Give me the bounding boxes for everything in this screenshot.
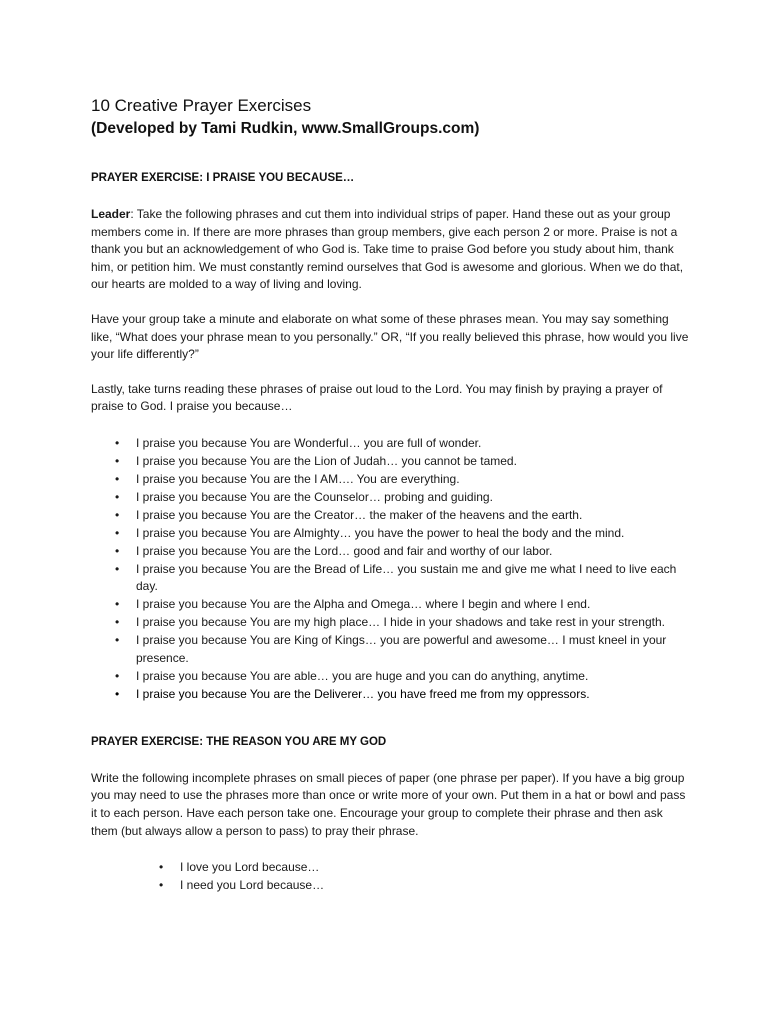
list-item-text: I praise you because You are Wonderful… you are full of wonder. [136, 435, 482, 450]
list-item-text: I praise you because You are able… you are huge and you can do anything, anytime. [136, 668, 589, 683]
bullet-icon: • [159, 860, 164, 875]
list-item [91, 596, 691, 613]
list-item-text: I praise you because You are the Creator… the maker of the heavens and the earth. [136, 507, 583, 522]
bullet-icon: • [115, 561, 120, 576]
bullet-icon: • [115, 633, 120, 648]
elaborate-paragraph: Have your group take a minute and elaborate on what some of these phrases mean. You may say something like, “What does your phrase mean to you personally.” OR, “If you really believed this phrase, how would you live your life differently?” [91, 311, 689, 362]
leader-text: : Take the following phrases and cut them into individual strips of paper. Hand these out as your group members come in. If there are more phrases than group members, give each person 2 or more. Praise is not a thank you but an acknowledgement of who God is. Take time to praise God before you study about him, thank him, or petition him. We must constantly remind ourselves that God is awesome and glorious. When we do that, our hearts are molded to a way of living and loving. [91, 207, 684, 292]
list-item [91, 543, 691, 560]
list-item-text: I praise you because You are the Lord… good and fair and worthy of our labor. [136, 543, 553, 558]
list-item-text: I praise you because You are King of Kings… you are powerful and awesome… I must kneel in your presence. [136, 633, 667, 665]
list-item [91, 507, 691, 524]
bullet-icon: • [115, 615, 120, 630]
list-item [91, 877, 691, 894]
list-item [91, 561, 691, 596]
list-item-text: I praise you because You are Almighty… you have the power to heal the body and the mind. [136, 525, 625, 540]
list-item-text: I praise you because You are the Lion of Judah… you cannot be tamed. [136, 453, 517, 468]
list-item [91, 525, 691, 542]
list-item-text: I praise you because You are the Deliverer… you have freed me from my oppressors. [136, 686, 590, 701]
list-item [91, 614, 691, 631]
leader-paragraph [91, 206, 691, 294]
reason-list [91, 859, 691, 894]
document-subtitle: (Developed by Tami Rudkin, www.SmallGroups.com) [91, 120, 480, 137]
leader-label: Leader [91, 207, 131, 221]
list-item [91, 632, 691, 667]
bullet-icon: • [115, 489, 120, 504]
bullet-icon: • [115, 453, 120, 468]
list-item-text: I praise you because You are the Alpha and Omega… where I begin and where I end. [136, 597, 591, 612]
list-item [91, 453, 691, 470]
bullet-icon: • [115, 597, 120, 612]
bullet-icon: • [115, 686, 120, 701]
bullet-icon: • [115, 525, 120, 540]
list-item-text: I praise you because You are my high place… I hide in your shadows and take rest in your strength. [136, 615, 665, 630]
list-item-text: I need you Lord because… [180, 878, 325, 893]
document-content [91, 95, 691, 895]
section-heading-reason: PRAYER EXERCISE: THE REASON YOU ARE MY GOD [91, 735, 387, 748]
list-item [91, 668, 691, 685]
list-item-text: I praise you because You are the I AM…. You are everything. [136, 471, 460, 486]
bullet-icon: • [115, 435, 120, 450]
bullet-icon: • [115, 471, 120, 486]
bullet-icon: • [159, 878, 164, 893]
list-item [91, 471, 691, 488]
section-heading-praise: PRAYER EXERCISE: I PRAISE YOU BECAUSE… [91, 172, 355, 184]
document-title: 10 Creative Prayer Exercises [91, 96, 312, 115]
lastly-paragraph: Lastly, take turns reading these phrases of praise out loud to the Lord. You may finish by praying a prayer of praise to God. I praise you because… [91, 381, 663, 414]
bullet-icon: • [115, 507, 120, 522]
list-item [91, 489, 691, 506]
list-item [91, 686, 691, 703]
bullet-icon: • [115, 543, 120, 558]
list-item-text: I love you Lord because… [180, 860, 320, 875]
write-phrases-paragraph: Write the following incomplete phrases on small pieces of paper (one phrase per paper). If you have a big group you may need to use the phrases more than once or write more of your own. Put them in a hat or bowl and pass it to each person. Have each person take one. Encourage your group to complete their phrase and then ask them (but always allow a person to pass) to pray their phrase. [91, 770, 686, 838]
praise-list [91, 435, 691, 703]
bullet-icon: • [115, 668, 120, 683]
list-item [91, 859, 691, 876]
list-item-text: I praise you because You are the Bread of Life… you sustain me and give me what I need to live each day. [136, 561, 677, 594]
list-item [91, 435, 691, 452]
list-item-text: I praise you because You are the Counselor… probing and guiding. [136, 489, 493, 504]
